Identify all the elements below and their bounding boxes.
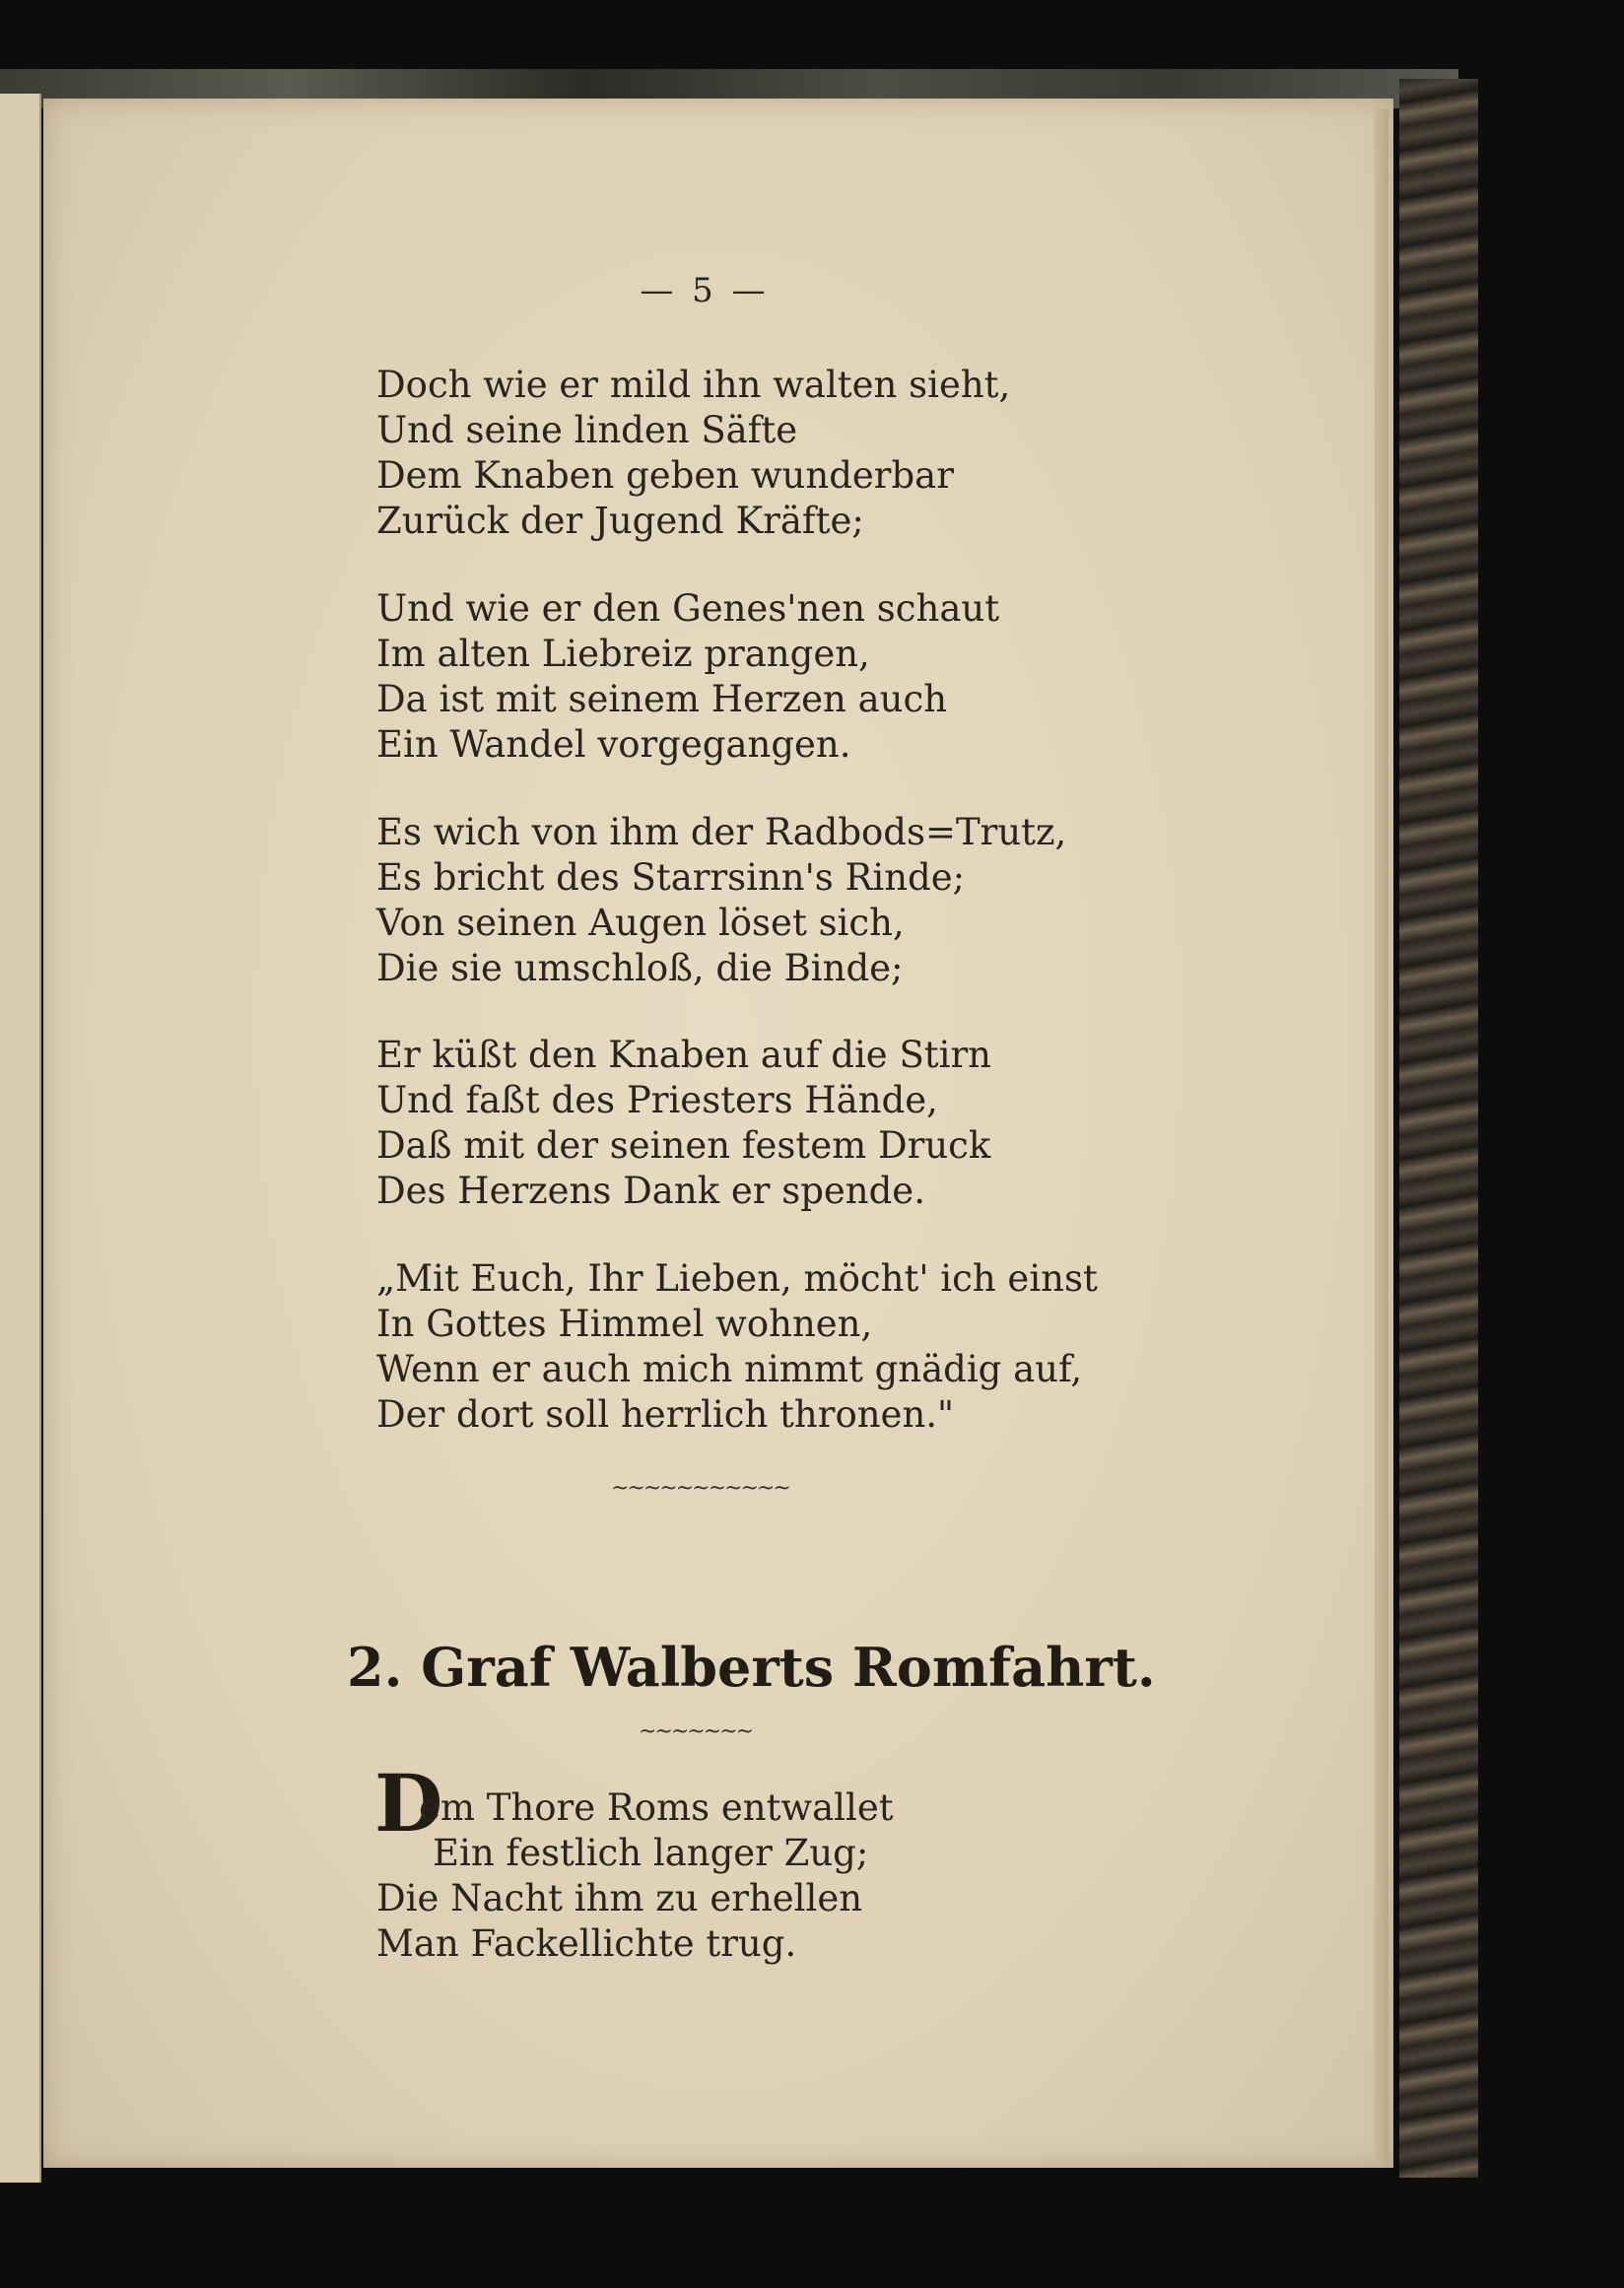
verse-line: Zurück der Jugend Kräfte; <box>376 500 864 542</box>
stanza-4 <box>376 1033 991 1214</box>
verse-line: Ein Wandel vorgegangen. <box>376 723 851 766</box>
verse-line: Die sie umschloß, die Binde; <box>376 947 904 989</box>
verse-line: Des Herzens Dank er spende. <box>376 1170 925 1212</box>
stanza-6 <box>376 1785 894 1967</box>
verse-line: Und faßt des Priesters Hände, <box>376 1079 938 1121</box>
stanza-2 <box>376 586 999 768</box>
verse-line: Die Nacht ihm zu erhellen <box>376 1877 863 1919</box>
verse-line: Doch wie er mild ihn walten sieht, <box>376 364 1011 406</box>
verse-line: Und wie er den Genes'nen schaut <box>376 587 1000 630</box>
verse-line: Da ist mit seinem Herzen auch <box>376 678 948 720</box>
verse-line: Er küßt den Knaben auf die Stirn <box>376 1034 992 1076</box>
verse-line: Es bricht des Starrsinn's Rinde; <box>376 856 966 899</box>
previous-page-edge <box>0 94 41 2183</box>
verse-line: Dem Knaben geben wunderbar <box>376 454 954 497</box>
verse-line: Es wich von ihm der Radbods=Trutz, <box>376 811 1067 853</box>
ornamental-divider: ~~~~~~~ <box>639 1719 753 1744</box>
verse-line: Daß mit der seinen festem Druck <box>376 1124 991 1167</box>
stanza-1 <box>376 363 1010 544</box>
verse-line: Der dort soll herrlich thronen." <box>376 1393 955 1436</box>
verse-line: In Gottes Himmel wohnen, <box>376 1303 873 1345</box>
drop-cap: D <box>374 1757 443 1850</box>
section-heading: 2. Graf Walberts Romfahrt. <box>347 1636 1156 1699</box>
stanza-3 <box>376 810 1066 991</box>
verse-line: Von seinen Augen löset sich, <box>376 902 905 944</box>
marbled-endpaper <box>1399 79 1478 2178</box>
page-number: — 5 — <box>640 271 770 310</box>
verse-line: Im alten Liebreiz prangen, <box>376 633 870 675</box>
verse-line: Ein festlich langer Zug; <box>433 1832 869 1874</box>
verse-line: Man Fackellichte trug. <box>376 1922 797 1965</box>
verse-line: Wenn er auch mich nimmt gnädig auf, <box>376 1348 1083 1390</box>
verse-line: em Thore Roms entwallet <box>419 1786 894 1829</box>
stanza-5 <box>376 1256 1098 1438</box>
verse-line: Und seine linden Säfte <box>376 409 798 451</box>
verse-line: „Mit Euch, Ihr Lieben, möcht' ich einst <box>376 1257 1098 1300</box>
ornamental-divider: ~~~~~~~~~~~ <box>611 1476 789 1501</box>
page-edge-shadow <box>1375 108 1388 2163</box>
